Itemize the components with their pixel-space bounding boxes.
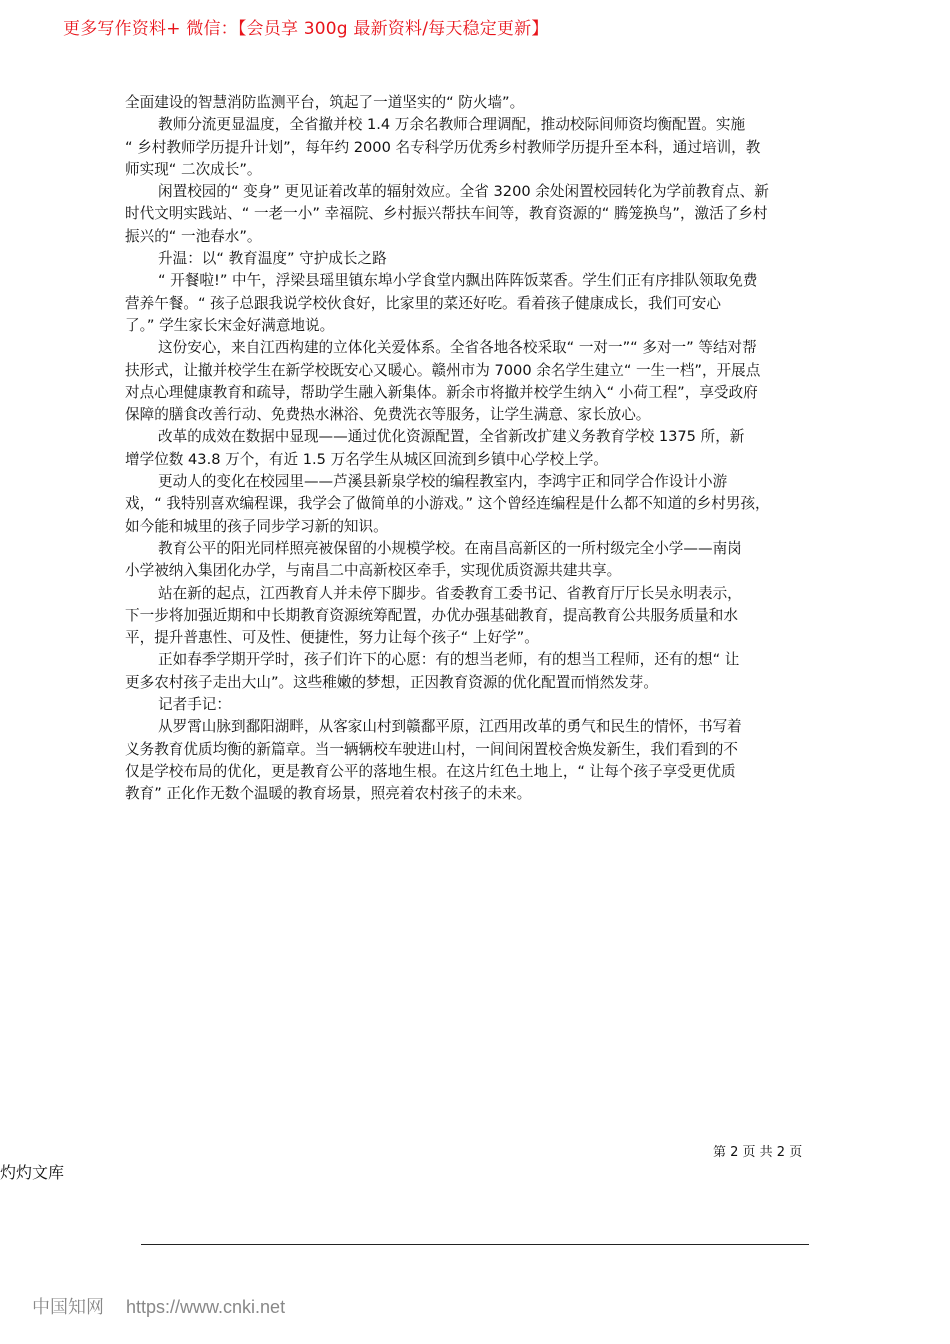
text-line: 这份安心，来自江西构建的立体化关爱体系。全省各地各校采取“ 一对一”“ 多对一” 等结对帮 <box>158 339 757 357</box>
text-line: 平，提升普惠性、可及性、便捷性，努力让每个孩子“ 上好学”。 <box>125 629 539 647</box>
text-line: 小学被纳入集团化办学，与南昌二中高新校区牵手，实现优质资源共建共享。 <box>125 562 622 580</box>
text-line: 教师分流更显温度，全省撤并校 1.4 万余名教师合理调配，推动校际间师资均衡配置。实施 <box>158 116 746 134</box>
text-line: 振兴的“ 一池春水”。 <box>125 227 262 245</box>
cnki-watermark <box>32 1293 285 1319</box>
text-line: “ 开餐啦!” 中午，浮梁县瑶里镇东埠小学食堂内飘出阵阵饭菜香。学生们正有序排队领取免费 <box>158 272 758 290</box>
text-line: 更多农村孩子走出大山”。这些稚嫩的梦想，正因教育资源的优化配置而悄然发芽。 <box>125 673 658 691</box>
text-line: 记者手记： <box>158 696 231 714</box>
cnki-name: 中国知网 <box>32 1297 104 1318</box>
text-line: 改革的成效在数据中显现——通过优化资源配置，全省新改扩建义务教育学校 1375 所，新 <box>158 428 745 446</box>
text-line: 升温：以“ 教育温度” 守护成长之路 <box>158 250 387 268</box>
article-body <box>125 92 845 806</box>
text-line: “ 乡村教师学历提升计划”，每年约 2000 名专科学历优秀乡村教师学历提升至本科，通过培训，教 <box>125 138 761 156</box>
text-line: 如今能和城里的孩子同步学习新的知识。 <box>125 517 388 535</box>
text-line: 全面建设的智慧消防监测平台，筑起了一道坚实的“ 防火墙”。 <box>125 94 525 111</box>
cnki-url: https://www.cnki.net <box>126 1297 286 1317</box>
text-line: 师实现“ 二次成长”。 <box>125 160 262 178</box>
text-line: 营养午餐。“ 孩子总跟我说学校伙食好，比家里的菜还好吃。看着孩子健康成长，我们可安心 <box>125 294 721 312</box>
text-line: 下一步将加强近期和中长期教育资源统筹配置，办优办强基础教育，提高教育公共服务质量和水 <box>125 606 738 624</box>
text-line: 戏，“ 我特别喜欢编程课，我学会了做简单的小游戏。” 这个曾经连编程是什么都不知道的乡村男孩， <box>125 495 770 513</box>
text-line: 闲置校园的“ 变身” 更见证着改革的辐射效应。全省 3200 余处闲置校园转化为学前教育点、新 <box>158 183 769 201</box>
text-line: 扶形式，让撤并校学生在新学校既安心又暖心。赣州市为 7000 余名学生建立“ 一生一档”，开展点 <box>125 361 761 379</box>
page-number: 第 2 页 共 2 页 <box>713 1145 803 1160</box>
text-line: 增学位数 43.8 万个，有近 1.5 万名学生从城区回流到乡镇中心学校上学。 <box>125 450 608 468</box>
promo-banner: 更多写作资料+ 微信：【会员享 300g 最新资料/每天稳定更新】 <box>63 19 549 39</box>
footer-divider <box>141 1244 809 1245</box>
text-line: 站在新的起点，江西教育人并未停下脚步。省委教育工委书记、省教育厅厅长吴永明表示， <box>158 584 742 602</box>
text-line: 更动人的变化在校园里——芦溪县新泉学校的编程教室内，李鸿宇正和同学合作设计小游 <box>158 473 728 491</box>
text-line: 教育公平的阳光同样照亮被保留的小规模学校。在南昌高新区的一所村级完全小学——南岗 <box>158 539 742 557</box>
text-line: 教育” 正化作无数个温暖的教育场景，照亮着农村孩子的未来。 <box>125 785 532 803</box>
text-line: 了。” 学生家长宋金好满意地说。 <box>125 316 335 334</box>
text-line: 保障的膳食改善行动、免费热水淋浴、免费洗衣等服务，让学生满意、家长放心。 <box>125 406 651 424</box>
library-label: 灼灼文库 <box>0 1163 65 1182</box>
text-line: 从罗霄山脉到鄱阳湖畔，从客家山村到赣鄱平原，江西用改革的勇气和民生的情怀，书写着 <box>158 718 742 736</box>
text-line: 义务教育优质均衡的新篇章。当一辆辆校车驶进山村，一间间闲置校舍焕发新生，我们看到的不 <box>125 740 738 758</box>
text-line: 对点心理健康教育和疏导，帮助学生融入新集体。新余市将撤并校学生纳入“ 小荷工程”，享受政府 <box>125 383 758 401</box>
text-line: 时代文明实践站、“ 一老一小” 幸福院、乡村振兴帮扶车间等，教育资源的“ 腾笼换鸟”，激活了乡村 <box>125 205 768 223</box>
text-line: 仅是学校布局的优化，更是教育公平的落地生根。在这片红色土地上，“ 让每个孩子享受更优质 <box>125 762 736 780</box>
text-line: 正如春季学期开学时，孩子们许下的心愿：有的想当老师，有的想当工程师，还有的想“ 让 <box>158 651 740 669</box>
